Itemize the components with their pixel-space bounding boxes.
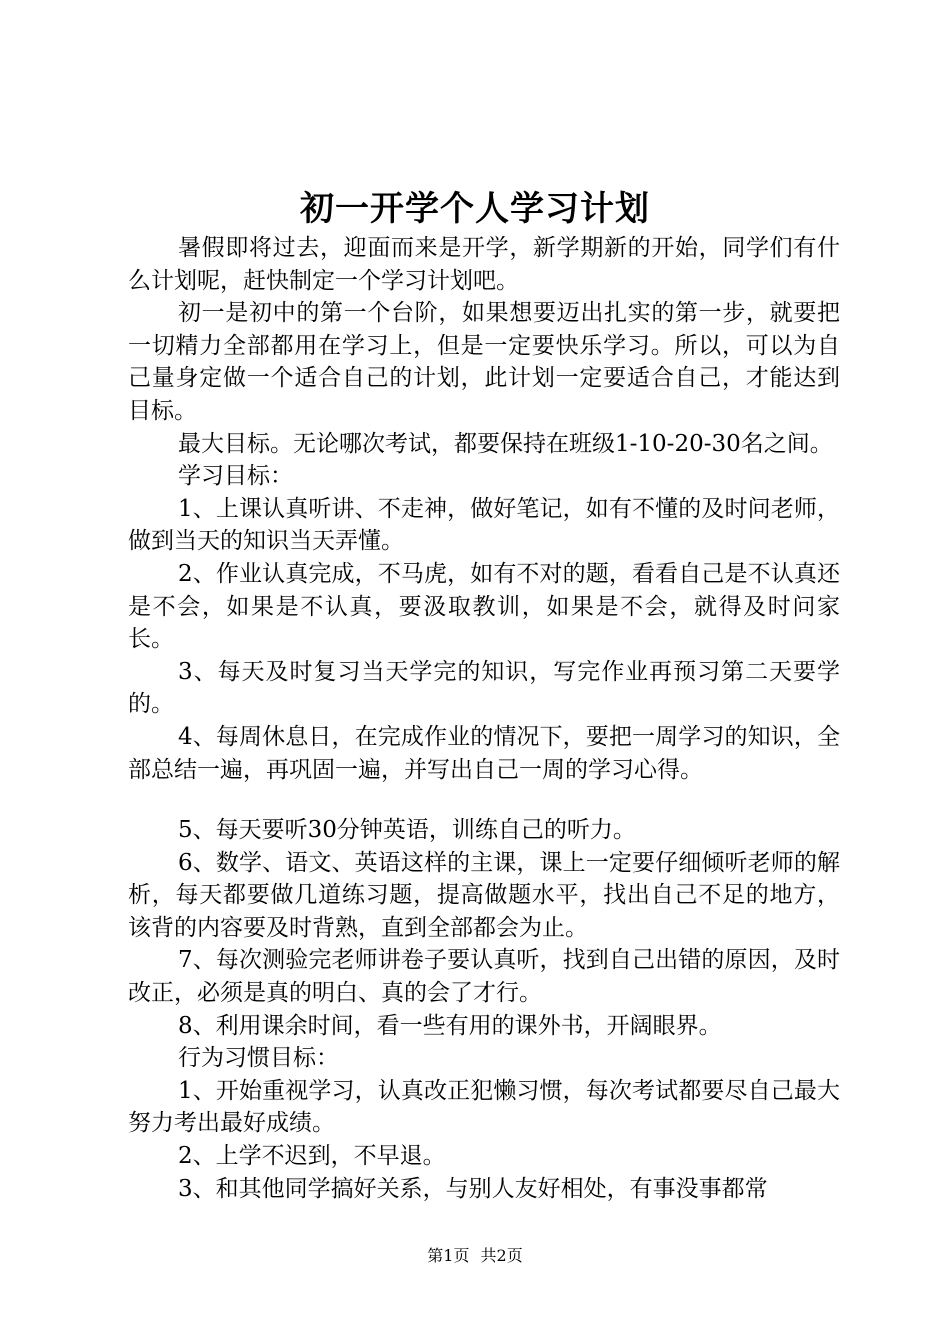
page-total: 共2页: [480, 1246, 523, 1265]
page-number: 第1页: [427, 1246, 470, 1265]
habit-goal-item: 1、开始重视学习，认真改正犯懒习惯，每次考试都要尽自己最大努力考出最好成绩。: [128, 1077, 840, 1137]
study-goal-item: 8、利用课余时间，看一些有用的课外书，开阔眼界。: [178, 1012, 722, 1039]
document-title: 初一开学个人学习计划: [300, 189, 650, 229]
study-goal-item: 5、每天要听30分钟英语，训练自己的听力。: [178, 817, 636, 844]
paragraph-first-step: 初一是初中的第一个台阶，如果想要迈出扎实的第一步，就要把一切精力全部都用在学习上，但是一定要快乐学习。所以，可以为自己量身定做一个适合自己的计划，此计划一定要适合自己，才能达到目标。: [128, 300, 840, 424]
document-body: [128, 232, 840, 1205]
heading-habit-goals: 行为习惯目标：: [178, 1045, 339, 1072]
study-goal-item: 3、每天及时复习当天学完的知识，写完作业再预习第二天要学的。: [128, 658, 840, 718]
study-goal-item: 2、作业认真完成，不马虎，如有不对的题，看看自己是不认真还是不会，如果是不认真，要汲取教训，如果是不会，就得及时问家长。: [128, 560, 840, 653]
study-goal-item: 1、上课认真听讲、不走神，做好笔记，如有不懂的及时问老师，做到当天的知识当天弄懂。: [128, 495, 840, 555]
heading-study-goals: 学习目标：: [178, 463, 293, 490]
page-footer: [0, 1244, 950, 1268]
study-goal-item: 6、数学、语文、英语这样的主课，课上一定要仔细倾听老师的解析，每天都要做几道练习题，提高做题水平，找出自己不足的地方，该背的内容要及时背熟，直到全部都会为止。: [128, 849, 840, 941]
paragraph-intro: 暑假即将过去，迎面而来是开学，新学期新的开始，同学们有什么计划呢，赶快制定一个学习计划吧。: [128, 235, 840, 294]
habit-goal-item: 2、上学不迟到，不早退。: [178, 1143, 446, 1170]
study-goal-item: 4、每周休息日，在完成作业的情况下，要把一周学习的知识，全部总结一遍，再巩固一遍，并写出自己一周的学习心得。: [128, 723, 840, 783]
habit-goal-item: 3、和其他同学搞好关系，与别人友好相处，有事没事都常: [178, 1175, 768, 1202]
paragraph-max-goal: 最大目标。无论哪次考试，都要保持在班级1-10-20-30名之间。: [178, 430, 833, 457]
study-goal-item: 7、每次测验完老师讲卷子要认真听，找到自己出错的原因，及时改正，必须是真的明白、真的会了才行。: [128, 947, 840, 1007]
